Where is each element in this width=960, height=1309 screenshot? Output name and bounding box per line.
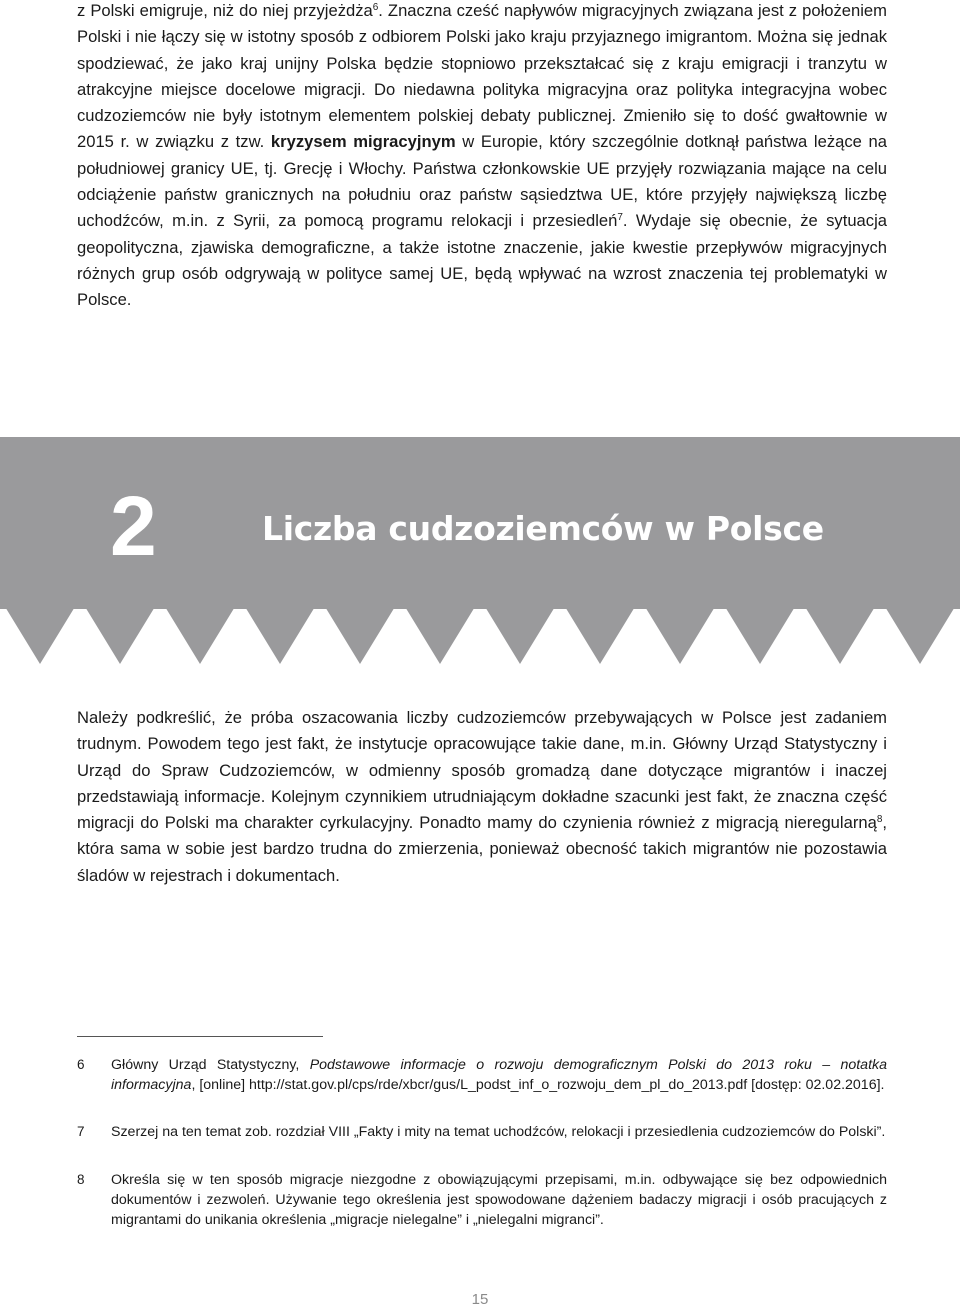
paragraph-text: Należy podkreślić, że próba oszacowania liczby cudzoziemców przebywających w Polsce jest zadaniem trudnym. Powodem tego jest fakt, że instytucje opracowujące takie dane, m.in. Główny Urząd Statystyczny i Urząd do Spraw Cudzoziemców, w odmienny sposób gromadzą dane dotyczące migrantów i inaczej przedstawiają informacje. Kolejnym czynnikiem utrudniającym dokładne szacunki jest fakt, że znaczna część migracji do Polski ma charakter cyrkulacyjny. Ponadto mamy do czynienia również z migracją nieregularną: [77, 708, 887, 833]
footnote-number: 7: [77, 1124, 85, 1139]
paragraph-text: z Polski emigruje, niż do niej przyjeżdża: [77, 1, 373, 20]
paragraph-text: , która sama w sobie jest bardzo trudna do zmierzenia, ponieważ obecność takich migrantów nie pozostawia śladów w rejestrach i dokumentach.: [77, 813, 887, 885]
section-number: 2: [110, 479, 155, 573]
section-banner: [0, 437, 960, 664]
paragraph-text: w Europie, który szczególnie dotknął państwa leżące na południowej granicy UE, tj. Grecję i Włochy. Państwa członkowskie UE przyjęły rozwiązania mające na celu odciążenie państw granicznych na południu oraz państw sąsiedztwa UE, które przyjęły największą liczbę uchodźców, m.in. z Syrii, za pomocą programu relokacji i przesiedleń: [77, 132, 887, 231]
footnote-ref-8[interactable]: 8: [876, 814, 883, 826]
footnote-publication-title: Podstawowe informacje o rozwoju demograficznym Polski do 2013 roku – notatka informacyjna: [111, 1057, 887, 1094]
banner-tooth-row: [0, 587, 960, 664]
footnote-text-part: Główny Urząd Statystyczny,: [111, 1057, 310, 1073]
footnote-number: 8: [77, 1172, 85, 1187]
footnote-text: Określa się w ten sposób migracje niezgodne z obowiązującymi przepisami, m.in. odbywające się bez odpowiednich dokumentów i zezwoleń. Używanie tego określenia jest spowodowane dążeniem badaczy migracji i osób pracujących z migrantami do unikania określenia „migracje nielegalne” i „nielegalni migranci”.: [111, 1172, 887, 1229]
footnote-text: Szerzej na ten temat zob. rozdział VIII „Fakty i mity na temat uchodźców, relokacji i przesiedlenia cudzoziemców do Polski”.: [111, 1124, 886, 1140]
section-title: Liczba cudzoziemców w Polsce: [262, 509, 824, 548]
footnote-ref-7[interactable]: 7: [617, 212, 623, 224]
footnote-text: [111, 1055, 887, 1095]
paragraph-text: . Znaczna cześć napływów migracyjnych związana jest z położeniem Polski i nie łączy się w istotny sposób z odbiorem Polski jako kraju przyjaznego imigrantom. Można się jednak spodziewać, że jako kraj unijny Polska będzie stopniowo przekształcać się z kraju emigracji i tranzytu w atrakcyjne miejsce docelowe migracji. Do niedawna polityka migracyjna oraz polityka integracyjna wobec cudzoziemców nie były istotnym elementem polskiej debaty publicznej. Zmieniło się to dość gwałtownie w 2015 r. w związku z tzw.: [77, 1, 887, 152]
bold-term: kryzysem migracyjnym: [270, 132, 456, 152]
paragraph-text: . Wydaje się obecnie, że sytuacja geopolityczna, zjawiska demograficzne, a także istotne znaczenie, jakie kwestie przepływów migracyjnych różnych grup osób odgrywają w polityce samej UE, będą wpływać na wzrost znaczenia tej problematyki w Polsce.: [77, 211, 888, 310]
footnote-number: 6: [77, 1057, 85, 1072]
footnote-link-text[interactable]: , [online] http://stat.gov.pl/cps/rde/xbcr/gus/L_podst_inf_o_rozwoju_dem_pl_do_2013.pdf [dostęp: 02.02.2016].: [191, 1077, 885, 1094]
page-number: 15: [471, 1291, 489, 1308]
body-paragraph-intro: [77, 0, 887, 314]
footnote-ref-6[interactable]: 6: [372, 2, 379, 14]
footnote-separator: [77, 1036, 323, 1037]
body-paragraph-section: [77, 705, 887, 889]
